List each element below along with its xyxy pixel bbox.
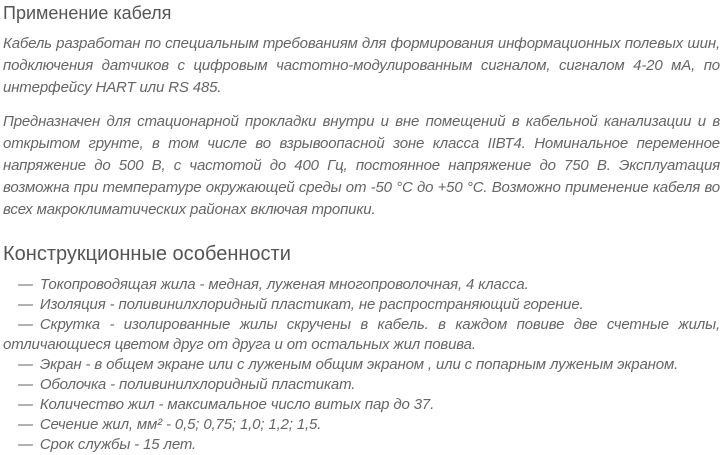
feature-item-conductor	[3, 275, 720, 295]
feature-item-text: Скрутка - изолированные жилы скручены в кабель. в каждом повиве две счетные жилы, отличающиеся цветом друг от друга и от остальных жил повива.	[3, 316, 720, 353]
feature-item-screen	[3, 355, 720, 375]
feature-item-text: Срок службы - 15 лет.	[39, 436, 197, 453]
feature-item-text: Сечение жил, мм² - 0,5; 0,75; 1,0; 1,2; 1,5.	[39, 416, 322, 433]
section-application	[3, 2, 720, 221]
application-paragraph-1: Кабель разработан по специальным требованиям для формирования информационных полевых шин, подключения датчиков с цифровым частотно-модулированным сигналом, сигналом 4-20 мА, по интерфейсу HART или RS 485.	[3, 35, 720, 96]
list-dash-marker: —	[18, 436, 33, 453]
list-dash-marker: —	[18, 376, 33, 393]
list-dash-marker: —	[18, 356, 33, 373]
list-dash-marker: —	[18, 396, 33, 413]
feature-item-text: Изоляция - поливинилхлоридный пластикат, не распространяющий горение.	[39, 296, 584, 313]
feature-item-sheath	[3, 375, 720, 395]
feature-item-service-life	[3, 435, 720, 455]
feature-item-cross-section	[3, 415, 720, 435]
list-dash-marker: —	[18, 316, 33, 333]
feature-item-insulation	[3, 295, 720, 315]
application-heading: Применение кабеля	[3, 3, 172, 23]
feature-item-text: Токопроводящая жила - медная, луженая многопроволочная, 4 класса.	[39, 276, 529, 293]
feature-item-twisting	[3, 315, 720, 355]
construction-heading: Конструкционные особенности	[3, 243, 291, 265]
list-dash-marker: —	[18, 296, 33, 313]
application-paragraph-2: Предназначен для стационарной прокладки внутри и вне помещений в кабельной канализации и в открытом грунте, в том числе во взрывоопасной зоне класса IIВТ4. Номинальное переменное напряжение до 500 В, с частотой до 400 Гц, постоянное напряжение до 750 В. Эксплуатация возможна при температуре окружающей среды от -50 °С до +50 °С. Возможно применение кабеля во всех макроклиматических районах включая тропики.	[3, 113, 720, 218]
section-construction	[3, 241, 720, 455]
construction-feature-list	[3, 275, 720, 455]
feature-item-text: Экран - в общем экране или с луженым общим экраном , или с попарным луженым экраном.	[39, 356, 679, 373]
feature-item-text: Количество жил - максимальное число витых пар до 37.	[39, 396, 435, 413]
list-dash-marker: —	[18, 416, 33, 433]
feature-item-core-count	[3, 395, 720, 415]
list-dash-marker: —	[18, 276, 33, 293]
feature-item-text: Оболочка - поливинилхлоридный пластикат.	[39, 376, 356, 393]
